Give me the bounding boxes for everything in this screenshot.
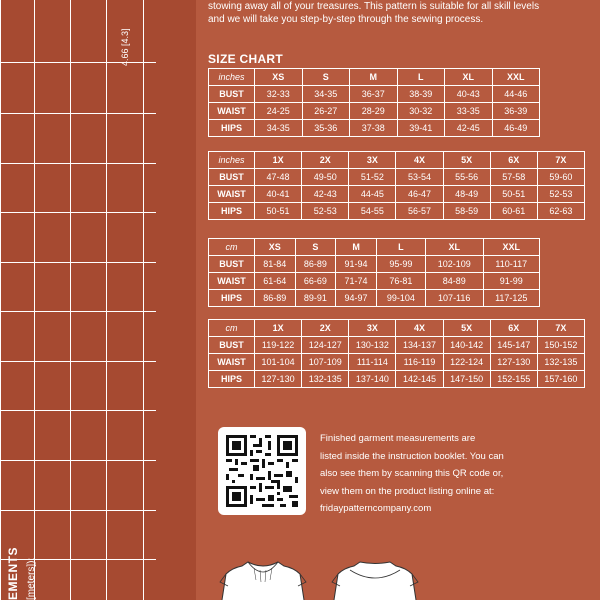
size-value: 116-119 bbox=[396, 354, 443, 371]
intro-line-2: and we will take you step-by-step through the sewing process. bbox=[208, 14, 484, 25]
size-value: 111-114 bbox=[349, 354, 396, 371]
qr-info-line-2: listed inside the instruction booklet. You can bbox=[320, 450, 504, 462]
qr-info-line-1: Finished garment measurements are bbox=[320, 433, 476, 444]
size-header: S bbox=[295, 239, 336, 256]
size-value: 58-59 bbox=[443, 203, 490, 220]
size-value: 145-147 bbox=[490, 337, 537, 354]
size-value: 127-130 bbox=[490, 354, 537, 371]
size-value: 38-39 bbox=[397, 86, 445, 103]
size-value: 44-45 bbox=[349, 186, 396, 203]
size-value: 47-48 bbox=[255, 169, 302, 186]
size-header: 5X bbox=[443, 320, 490, 337]
size-table-row bbox=[209, 256, 540, 273]
size-value: 51-52 bbox=[349, 169, 396, 186]
size-header: L bbox=[376, 239, 425, 256]
size-value: 152-155 bbox=[490, 371, 537, 388]
size-header: XS bbox=[255, 69, 303, 86]
size-table-header-row bbox=[209, 152, 585, 169]
size-value: 140-142 bbox=[443, 337, 490, 354]
garment-front-illustration bbox=[218, 560, 308, 600]
size-header: XL bbox=[445, 69, 493, 86]
size-value: 37-38 bbox=[350, 120, 398, 137]
size-value: 107-116 bbox=[425, 290, 483, 307]
size-value: 57-58 bbox=[490, 169, 537, 186]
size-value: 81-84 bbox=[255, 256, 296, 273]
size-value: 102-109 bbox=[425, 256, 483, 273]
size-value: 157-160 bbox=[537, 371, 584, 388]
measurement-label: WAIST bbox=[209, 103, 255, 120]
size-value: 86-89 bbox=[295, 256, 336, 273]
size-value: 119-122 bbox=[255, 337, 302, 354]
size-value: 130-132 bbox=[349, 337, 396, 354]
unit-label: inches bbox=[209, 69, 255, 86]
size-header: 6X bbox=[490, 152, 537, 169]
size-value: 56-57 bbox=[396, 203, 443, 220]
size-table-header-row bbox=[209, 320, 585, 337]
size-value: 52-53 bbox=[302, 203, 349, 220]
size-value: 54-55 bbox=[349, 203, 396, 220]
size-value: 52-53 bbox=[537, 186, 584, 203]
size-table-inches-1 bbox=[208, 68, 540, 137]
size-value: 32-33 bbox=[255, 86, 303, 103]
unit-label: cm bbox=[209, 320, 255, 337]
size-table-row bbox=[209, 354, 585, 371]
measurement-label: HIPS bbox=[209, 290, 255, 307]
size-table-cm-2 bbox=[208, 319, 585, 388]
measurement-label: WAIST bbox=[209, 354, 255, 371]
measurement-label: HIPS bbox=[209, 203, 255, 220]
size-header: XL bbox=[425, 239, 483, 256]
size-table-row bbox=[209, 203, 585, 220]
size-header: L bbox=[397, 69, 445, 86]
intro-line-1: stowing away all of your treasures. This pattern is suitable for all skill levels bbox=[208, 1, 540, 12]
size-value: 48-49 bbox=[443, 186, 490, 203]
size-value: 26-27 bbox=[302, 103, 350, 120]
size-value: 107-109 bbox=[302, 354, 349, 371]
size-value: 35-36 bbox=[302, 120, 350, 137]
size-value: 132-135 bbox=[537, 354, 584, 371]
size-value: 95-99 bbox=[376, 256, 425, 273]
size-value: 36-37 bbox=[350, 86, 398, 103]
size-value: 134-137 bbox=[396, 337, 443, 354]
qr-info-line-3: also see them by scanning this QR code or, bbox=[320, 468, 504, 479]
size-value: 59-60 bbox=[537, 169, 584, 186]
size-value: 42-43 bbox=[302, 186, 349, 203]
measurement-grid bbox=[0, 0, 156, 600]
size-value: 117-125 bbox=[483, 290, 539, 307]
size-value: 71-74 bbox=[336, 273, 377, 290]
size-header: M bbox=[336, 239, 377, 256]
size-value: 86-89 bbox=[255, 290, 296, 307]
size-table-row bbox=[209, 290, 540, 307]
size-header: M bbox=[350, 69, 398, 86]
size-table-row bbox=[209, 169, 585, 186]
measurement-label: WAIST bbox=[209, 186, 255, 203]
size-value: 142-145 bbox=[396, 371, 443, 388]
size-value: 61-64 bbox=[255, 273, 296, 290]
size-value: 137-140 bbox=[349, 371, 396, 388]
size-header: 2X bbox=[302, 320, 349, 337]
size-header: 1X bbox=[255, 152, 302, 169]
size-header: 2X bbox=[302, 152, 349, 169]
size-value: 147-150 bbox=[443, 371, 490, 388]
size-value: 60-61 bbox=[490, 203, 537, 220]
size-value: 36-39 bbox=[492, 103, 540, 120]
measurement-label: BUST bbox=[209, 169, 255, 186]
size-value: 44-46 bbox=[492, 86, 540, 103]
size-value: 122-124 bbox=[443, 354, 490, 371]
measurement-label: BUST bbox=[209, 86, 255, 103]
size-table-row bbox=[209, 371, 585, 388]
size-value: 76-81 bbox=[376, 273, 425, 290]
measurement-label: BUST bbox=[209, 337, 255, 354]
unit-label: cm bbox=[209, 239, 255, 256]
size-table-row bbox=[209, 337, 585, 354]
size-value: 28-29 bbox=[350, 103, 398, 120]
size-header: 4X bbox=[396, 152, 443, 169]
size-value: 66-69 bbox=[295, 273, 336, 290]
size-value: 50-51 bbox=[490, 186, 537, 203]
size-value: 132-135 bbox=[302, 371, 349, 388]
size-value: 46-47 bbox=[396, 186, 443, 203]
size-header: XXL bbox=[492, 69, 540, 86]
size-value: 46-49 bbox=[492, 120, 540, 137]
measurement-label: BUST bbox=[209, 256, 255, 273]
size-header: S bbox=[302, 69, 350, 86]
size-value: 34-35 bbox=[255, 120, 303, 137]
size-value: 101-104 bbox=[255, 354, 302, 371]
measurement-label: HIPS bbox=[209, 371, 255, 388]
size-value: 40-41 bbox=[255, 186, 302, 203]
unit-label: inches bbox=[209, 152, 255, 169]
size-value: 94-97 bbox=[336, 290, 377, 307]
size-header: XXL bbox=[483, 239, 539, 256]
size-chart-title: SIZE CHART bbox=[208, 52, 283, 66]
size-value: 124-127 bbox=[302, 337, 349, 354]
qr-code[interactable] bbox=[218, 427, 306, 515]
measurement-label: WAIST bbox=[209, 273, 255, 290]
size-value: 24-25 bbox=[255, 103, 303, 120]
size-value: 84-89 bbox=[425, 273, 483, 290]
size-value: 40-43 bbox=[445, 86, 493, 103]
size-header: 4X bbox=[396, 320, 443, 337]
size-table-row bbox=[209, 186, 585, 203]
size-value: 127-130 bbox=[255, 371, 302, 388]
size-header: 7X bbox=[537, 152, 584, 169]
website-link[interactable]: fridaypatterncompany.com bbox=[320, 503, 432, 514]
size-value: 150-152 bbox=[537, 337, 584, 354]
size-table-row bbox=[209, 273, 540, 290]
size-header: 3X bbox=[349, 320, 396, 337]
qr-code-icon bbox=[226, 435, 298, 507]
size-value: 91-94 bbox=[336, 256, 377, 273]
size-header: 3X bbox=[349, 152, 396, 169]
measurement-label: HIPS bbox=[209, 120, 255, 137]
size-value: 91-99 bbox=[483, 273, 539, 290]
qr-info-line-4: view them on the product listing online at: bbox=[320, 485, 495, 497]
size-table-inches-2 bbox=[208, 151, 585, 220]
size-table-cm-1 bbox=[208, 238, 540, 307]
size-header: 6X bbox=[490, 320, 537, 337]
size-value: 53-54 bbox=[396, 169, 443, 186]
size-header: 7X bbox=[537, 320, 584, 337]
size-table-header-row bbox=[209, 69, 540, 86]
size-value: 49-50 bbox=[302, 169, 349, 186]
grid-measurement-label: 4.66 [4.3] bbox=[120, 28, 130, 66]
size-table-row bbox=[209, 86, 540, 103]
size-value: 55-56 bbox=[443, 169, 490, 186]
size-header: 5X bbox=[443, 152, 490, 169]
size-value: 30-32 bbox=[397, 103, 445, 120]
size-value: 33-35 bbox=[445, 103, 493, 120]
size-value: 110-117 bbox=[483, 256, 539, 273]
size-value: 42-45 bbox=[445, 120, 493, 137]
intro-text bbox=[208, 0, 588, 26]
size-table-row bbox=[209, 103, 540, 120]
size-value: 89-91 bbox=[295, 290, 336, 307]
size-value: 62-63 bbox=[537, 203, 584, 220]
size-value: 34-35 bbox=[302, 86, 350, 103]
qr-info-text bbox=[320, 430, 540, 518]
size-table-row bbox=[209, 120, 540, 137]
garment-back-illustration bbox=[330, 560, 420, 600]
size-value: 50-51 bbox=[255, 203, 302, 220]
size-value: 39-41 bbox=[397, 120, 445, 137]
size-value: 99-104 bbox=[376, 290, 425, 307]
size-table-header-row bbox=[209, 239, 540, 256]
size-header: XS bbox=[255, 239, 296, 256]
size-header: 1X bbox=[255, 320, 302, 337]
